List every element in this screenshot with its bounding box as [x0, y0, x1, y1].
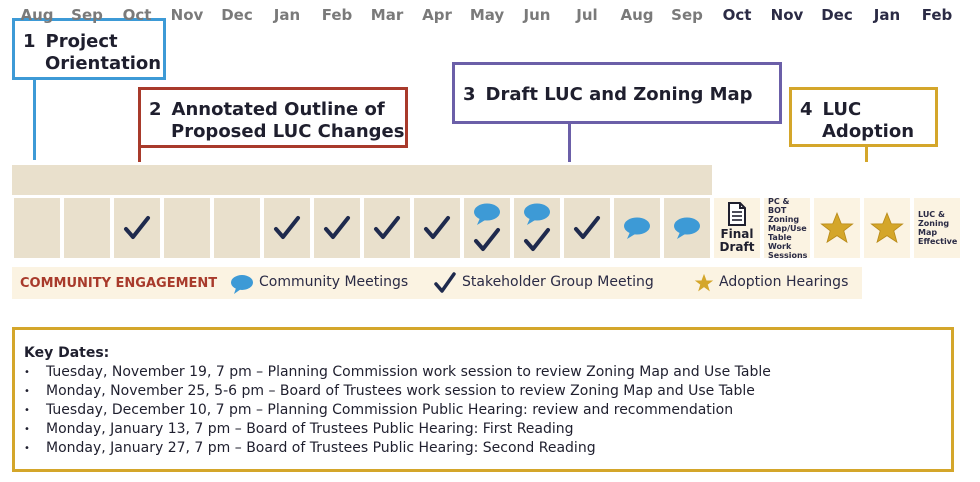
phase-4-number: 4 [800, 99, 813, 120]
phase-1-connector [33, 80, 36, 160]
cell-icons [614, 198, 660, 258]
star-icon [870, 211, 904, 245]
speech-bubble-icon [473, 203, 501, 225]
month-label-nov: Nov [770, 6, 804, 24]
cell-icons [164, 198, 210, 258]
month-cell-oct [114, 198, 160, 258]
month-label-mar: Mar [370, 6, 404, 24]
speech-bubble-icon [230, 274, 254, 294]
cell-icons [64, 198, 110, 258]
month-cell-nov [164, 198, 210, 258]
document-icon [727, 202, 747, 226]
month-label-jun: Jun [523, 6, 551, 24]
cell-note: PC & BOT Zoning Map/Use Table Work Sessions [768, 196, 808, 260]
month-label-nov: Nov [170, 6, 204, 24]
phase-2-title-line2: Proposed LUC Changes [171, 121, 405, 142]
month-label-oct: Oct [122, 6, 152, 24]
phase-2-title-line1: Annotated Outline of [171, 99, 385, 120]
cell-icons [814, 198, 860, 258]
key-dates-box [12, 327, 954, 472]
month-label-sep: Sep [671, 6, 703, 24]
month-label-may: May [469, 6, 505, 24]
month-cell-dec [814, 198, 860, 258]
month-cell-feb [914, 198, 960, 258]
phase-3-box [452, 62, 782, 124]
checkmark-icon [573, 215, 601, 241]
key-date-item: • Tuesday, November 19, 7 pm – Planning Commission work session to review Zoning Map and Use Table [24, 363, 951, 382]
key-date-item: • Monday, January 13, 7 pm – Board of Trustees Public Hearing: First Reading [24, 420, 951, 439]
month-label-feb: Feb [321, 6, 353, 24]
month-cell-jan [264, 198, 310, 258]
checkmark-icon [273, 215, 301, 241]
legend-adoption-hearings: Adoption Hearings [719, 274, 849, 290]
month-cell-aug [614, 198, 660, 258]
legend-title: COMMUNITY ENGAGEMENT [20, 276, 218, 291]
month-cell-mar [364, 198, 410, 258]
month-label-apr: Apr [422, 6, 452, 24]
phase-1-title-line1: Project [45, 31, 118, 52]
month-cell-may [464, 198, 510, 258]
month-label-aug: Aug [620, 6, 654, 24]
month-cell-apr [414, 198, 460, 258]
month-label-aug: Aug [20, 6, 54, 24]
key-date-item: • Tuesday, December 10, 7 pm – Planning Commission Public Hearing: review and recommendation [24, 401, 951, 420]
phase-3-connector [568, 124, 571, 162]
speech-bubble-icon [523, 203, 551, 225]
cell-icons [864, 198, 910, 258]
month-cell-jun [514, 198, 560, 258]
month-cell-feb [314, 198, 360, 258]
cell-icons [664, 198, 710, 258]
key-dates-list [24, 363, 951, 458]
legend-community-meetings: Community Meetings [259, 274, 409, 290]
checkmark-icon [523, 227, 551, 253]
past-months-band [12, 165, 712, 195]
cell-note: Final Draft [719, 227, 755, 254]
checkmark-icon [434, 272, 456, 294]
month-cell-sep [664, 198, 710, 258]
speech-bubble-icon [623, 217, 651, 239]
month-cell-sep [64, 198, 110, 258]
key-dates-title: Key Dates: [24, 345, 110, 361]
key-date-item: • Monday, January 27, 7 pm – Board of Trustees Public Hearing: Second Reading [24, 439, 951, 458]
cell-icons [414, 198, 460, 258]
month-label-jan: Jan [273, 6, 301, 24]
cell-icons [14, 198, 60, 258]
legend [12, 267, 862, 299]
cell-note: LUC & Zoning Map Effective [918, 210, 958, 246]
checkmark-icon [423, 215, 451, 241]
cell-icons [764, 198, 810, 258]
month-label-dec: Dec [221, 6, 253, 24]
phase-4-title-line2: Adoption [822, 121, 915, 142]
month-cell-jan [864, 198, 910, 258]
checkmark-icon [323, 215, 351, 241]
cell-icons [214, 198, 260, 258]
month-cell-aug [14, 198, 60, 258]
cell-icons [314, 198, 360, 258]
month-label-oct: Oct [722, 6, 752, 24]
phase-4-connector [865, 147, 868, 162]
cell-icons [264, 198, 310, 258]
phase-3-title: Draft LUC and Zoning Map [485, 84, 753, 105]
checkmark-icon [473, 227, 501, 253]
cell-icons [714, 198, 760, 258]
phase-2-box [138, 87, 408, 148]
phase-4-box [789, 87, 938, 147]
cell-icons [914, 198, 960, 258]
phase-2-number: 2 [149, 99, 162, 120]
month-label-jan: Jan [873, 6, 901, 24]
speech-bubble-icon [673, 217, 701, 239]
month-cell-oct [714, 198, 760, 258]
month-cell-dec [214, 198, 260, 258]
star-icon [820, 211, 854, 245]
cell-icons [114, 198, 160, 258]
cell-icons [464, 198, 510, 258]
month-label-jul: Jul [576, 6, 598, 24]
month-cell-nov [764, 198, 810, 258]
cell-icons [364, 198, 410, 258]
checkmark-icon [123, 215, 151, 241]
month-label-feb: Feb [921, 6, 953, 24]
legend-stakeholder-meeting: Stakeholder Group Meeting [462, 274, 654, 290]
phase-3-number: 3 [463, 84, 476, 105]
cell-icons [564, 198, 610, 258]
phase-1-number: 1 [23, 31, 36, 52]
phase-4-title-line1: LUC [822, 99, 862, 120]
cell-icons [514, 198, 560, 258]
month-label-sep: Sep [71, 6, 103, 24]
star-icon [694, 273, 714, 293]
phase-2-connector [138, 148, 141, 162]
phase-1-title-line2: Orientation [45, 53, 162, 74]
checkmark-icon [373, 215, 401, 241]
month-label-dec: Dec [821, 6, 853, 24]
month-cell-jul [564, 198, 610, 258]
key-date-item: • Monday, November 25, 5-6 pm – Board of Trustees work session to review Zoning Map and Use Table [24, 382, 951, 401]
